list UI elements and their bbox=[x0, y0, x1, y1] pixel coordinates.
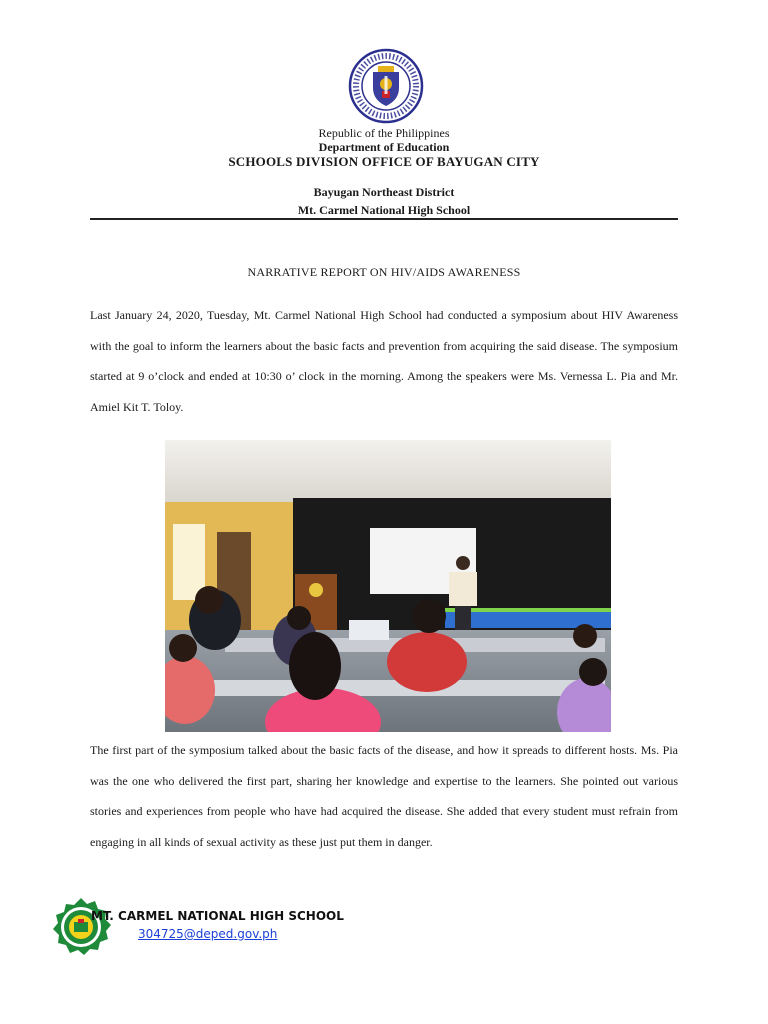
paragraph-introduction: Last January 24, 2020, Tuesday, Mt. Carmel National High School had conducted a symposium about HIV Awareness with the goal to inform the learners about the basic facts and prevention from acquiring the said disease. The symposium started at 9 o’clock and ended at 10:30 o’ clock in the morning. Among the speakers were Ms. Vernessa L. Pia and Mr. Amiel Kit T. Toloy. bbox=[90, 308, 678, 414]
deped-seal-logo bbox=[348, 48, 424, 124]
header-district: Bayugan Northeast District bbox=[313, 185, 455, 199]
footer-email-link[interactable]: 304725@deped.gov.ph bbox=[138, 927, 278, 941]
symposium-photo bbox=[165, 440, 611, 732]
header-division-office: SCHOOLS DIVISION OFFICE OF BAYUGAN CITY bbox=[228, 154, 540, 169]
header-divider bbox=[90, 218, 678, 220]
footer-school-name: MT. CARMEL NATIONAL HIGH SCHOOL bbox=[91, 909, 344, 923]
header-department: Department of Education bbox=[318, 140, 450, 154]
header-school-name: Mt. Carmel National High School bbox=[297, 203, 471, 217]
report-title: NARRATIVE REPORT ON HIV/AIDS AWARENESS bbox=[247, 265, 521, 279]
header-republic: Republic of the Philippines bbox=[318, 126, 450, 140]
paragraph-first-part: The first part of the symposium talked about the basic facts of the disease, and how it spreads to different hosts. Ms. Pia was the one who delivered the first part, sharing her knowledge and expertise to the learners. She pointed out various stories and experiences from people who have had acquired the disease. She added that every student must refrain from engaging in all kinds of sexual activity as these just put them in danger. bbox=[90, 743, 678, 849]
school-logo bbox=[50, 897, 112, 959]
